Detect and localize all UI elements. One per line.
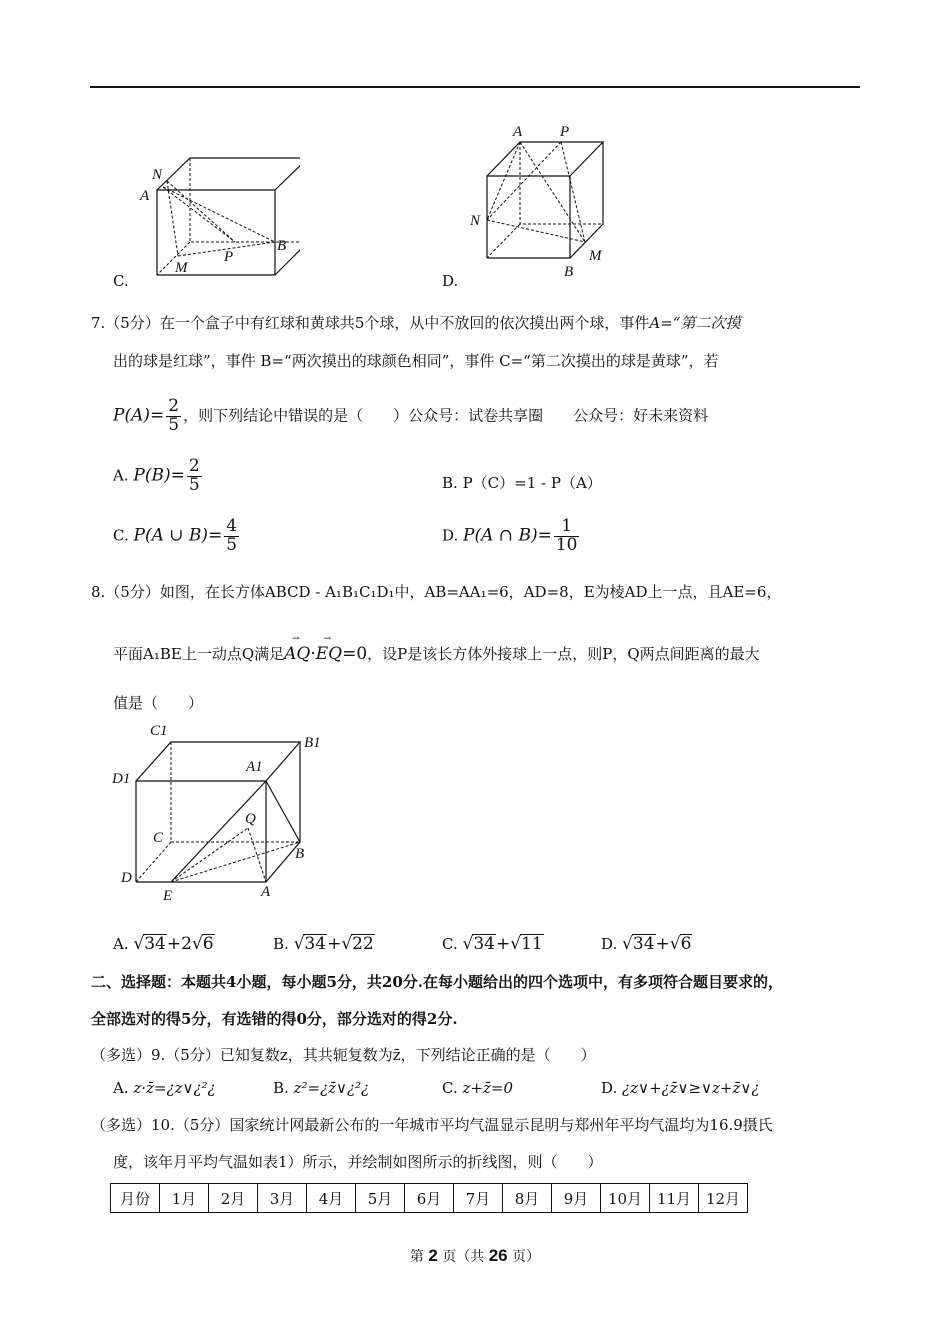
q7-line1: 7.（5分）在一个盒子中有红球和黄球共5个球，从中不放回的依次摸出两个球，事件A=“第二次摸 — [91, 314, 741, 332]
table-cell: 1月 — [160, 1184, 209, 1213]
section2-line2: 全部选对的得5分，有选错的得0分，部分选对的得2分. — [91, 1010, 458, 1028]
point-n-label: N — [152, 167, 163, 183]
point-a-label: A — [261, 884, 271, 900]
point-c1-label: C1 — [150, 723, 168, 739]
month-table — [110, 1183, 748, 1213]
q7-option-d: D. P(A ∩ B)= $\frac{1}{10}$ — [442, 516, 578, 555]
point-a1-label: A1 — [246, 759, 263, 775]
point-b-label: B — [277, 238, 287, 254]
point-m-label: M — [589, 248, 602, 264]
point-a-label: A — [513, 124, 523, 140]
point-n-label: N — [470, 213, 481, 229]
option-c-label: C. — [113, 272, 129, 290]
table-cell: 9月 — [552, 1184, 601, 1213]
point-b-label: B — [295, 846, 305, 862]
q8-line1: 8.（5分）如图，在长方体ABCD - A₁B₁C₁D₁中，AB=AA₁=6，AD=8，E为棱AD上一点，且AE=6， — [91, 583, 782, 601]
cube-figure-d — [465, 120, 625, 280]
table-cell: 10月 — [601, 1184, 650, 1213]
point-q-label: Q — [245, 811, 256, 827]
q7-option-a: A. P(B)= $\frac{2}{5}$ — [113, 456, 200, 495]
total-pages: 26 — [488, 1246, 508, 1265]
option-d-label: D. — [442, 272, 459, 290]
point-p-label: P — [224, 249, 234, 265]
header-rule — [90, 86, 860, 88]
table-cell: 12月 — [699, 1184, 748, 1213]
q8-option-c: C. √34+√11 — [442, 934, 543, 954]
q8-option-b: B. √34+√22 — [273, 934, 374, 954]
cube-figure-c — [130, 150, 300, 280]
point-m-label: M — [175, 260, 188, 276]
table-row — [111, 1184, 748, 1213]
point-d-label: D — [121, 870, 132, 886]
point-b-label: B — [564, 264, 574, 280]
table-cell: 8月 — [503, 1184, 552, 1213]
q9-option-a: A. z·z̄=¿z∨¿²¿ — [113, 1079, 216, 1097]
q9-option-b: B. z²=¿z̄∨¿²¿ — [273, 1079, 370, 1097]
q10-line2: 度，该年月平均气温如表1）所示，并绘制如图所示的折线图，则（ ） — [113, 1153, 603, 1171]
section2-line1: 二、选择题：本题共4小题，每小题5分，共20分.在每小题给出的四个选项中，有多项符合题目要求的， — [91, 973, 783, 991]
point-c-label: C — [153, 830, 164, 846]
table-cell: 3月 — [258, 1184, 307, 1213]
page-number: 2 — [428, 1246, 438, 1265]
point-e-label: E — [163, 888, 173, 903]
point-a-label: A — [140, 188, 150, 204]
point-b1-label: B1 — [304, 735, 321, 751]
table-cell: 4月 — [307, 1184, 356, 1213]
table-cell: 11月 — [650, 1184, 699, 1213]
q7-line2: 出的球是红球”，事件 B=“两次摸出的球颜色相同”，事件 C=“第二次摸出的球是黄球”，若 — [113, 352, 719, 370]
q9-option-c: C. z+z̄=0 — [442, 1079, 513, 1097]
q10-line1: （多选）10.（5分）国家统计网最新公布的一年城市平均气温显示昆明与郑州年平均气温均为16.9摄氏 — [91, 1116, 773, 1134]
table-cell: 月份 — [111, 1184, 160, 1213]
q8-option-a: A. √34+2√6 — [113, 934, 214, 954]
q9-option-d: D. ¿z∨+¿z̄∨≥∨z+z̄∨¿ — [601, 1079, 760, 1097]
q7-given: P(A)= $\frac{2}{5}$ ，则下列结论中错误的是（ ）公众号：试卷共享圈 公众号：好未来资料 — [113, 396, 709, 435]
table-cell: 5月 — [356, 1184, 405, 1213]
point-d1-label: D1 — [112, 771, 131, 787]
table-cell: 2月 — [209, 1184, 258, 1213]
q7-option-c: C. P(A ∪ B)= $\frac{4}{5}$ — [113, 516, 238, 555]
cuboid-figure-q8 — [108, 718, 338, 903]
table-cell: 7月 — [454, 1184, 503, 1213]
q8-line3: 值是（ ） — [113, 694, 204, 712]
point-p-label: P — [560, 124, 570, 140]
q9-stem: （多选）9.（5分）已知复数z，其共轭复数为z̄，下列结论正确的是（ ） — [91, 1046, 596, 1064]
q8-option-d: D. √34+√6 — [601, 934, 692, 954]
q7-option-b: B. P（C）=1 - P（A） — [442, 474, 602, 492]
q8-line2: 平面A₁BE上一动点Q满足→ AQ·→ EQ=0，设P是该长方体外接球上一点，则P，Q两点间距离的最大 — [113, 643, 760, 664]
page-footer: 第 2 页（共 26 页） — [409, 1246, 541, 1265]
table-cell: 6月 — [405, 1184, 454, 1213]
